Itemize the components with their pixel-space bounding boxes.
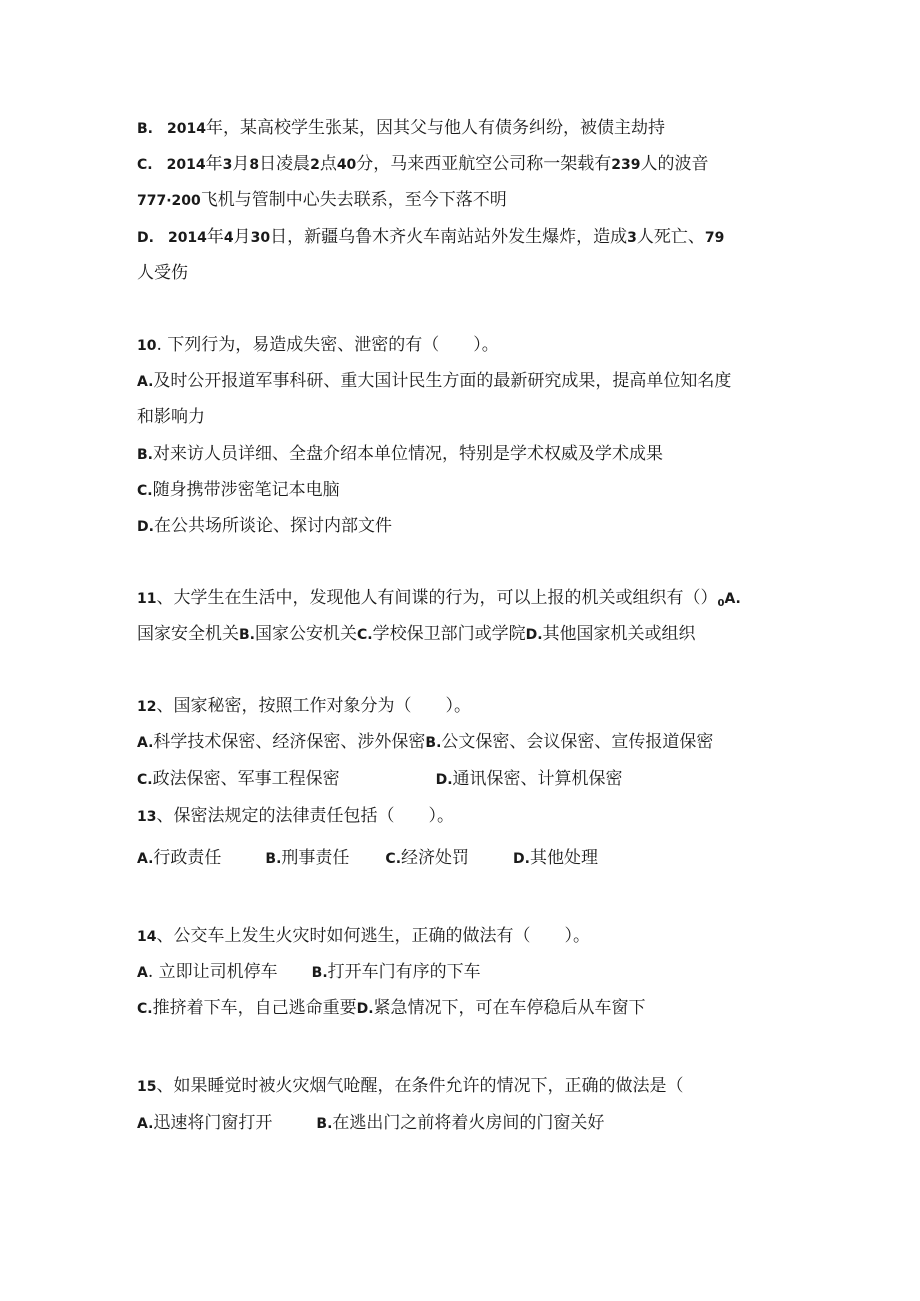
q10-stem: 10. 下列行为，易造成失密、泄密的有（ ）。 — [137, 335, 499, 355]
q14-options-ab: A. 立即让司机停车 B.打开车门有序的下车 — [137, 962, 481, 982]
number-segment: 2 — [310, 157, 320, 173]
q14-stem: 14、公交车上发生火灾时如何逃生，正确的做法有（ ）。 — [137, 926, 590, 946]
number-segment: 79 — [704, 230, 725, 246]
number-segment: 3 — [222, 157, 233, 173]
q13-stem: 13、保密法规定的法律责任包括（ ）。 — [137, 806, 454, 826]
q9-option-c-line1: C. 2014年3月8日凌晨2点40分，马来西亚航空公司称一架载有239人的波音 — [137, 154, 709, 174]
q11-stem: 11、大学生在生活中，发现他人有间谍的行为，可以上报的机关或组织有$()_0A$. — [137, 588, 741, 609]
text-segment: 日，新疆乌鲁木齐火车南站站外发生爆炸，造成 — [270, 227, 628, 247]
number-segment: 239 — [611, 157, 641, 173]
text-segment: 日凌晨 — [259, 154, 311, 174]
number-segment: 3 — [627, 230, 637, 246]
q10-option-b: B.对来访人员详细、全盘介绍本单位情况，特别是学术权威及学术成果 — [137, 444, 663, 464]
q9-option-d-text — [168, 227, 724, 247]
q9-option-c-line2: 777·200飞机与管制中心失去联系，至今下落不明 — [137, 190, 507, 210]
q9-option-c-text — [167, 154, 709, 174]
q10-option-a-line2: 和影响力 — [137, 407, 205, 427]
text-segment: 月 — [232, 154, 250, 174]
q15-stem: 15、如果睡觉时被火灾烟气呛醒，在条件允许的情况下，正确的做法是（ — [137, 1076, 684, 1096]
text-segment: 年 — [205, 154, 223, 174]
q9-option-b: B. 2014年，某高校学生张某，因其父与他人有债务纠纷，被债主劫持 — [137, 118, 665, 138]
q10-option-c: C.随身携带涉密笔记本电脑 — [137, 480, 340, 500]
number-segment: 4 — [223, 230, 234, 246]
text-segment: 分，马来西亚航空公司称一架载有 — [356, 154, 612, 174]
q13-options: A.行政责任 B.刑事责任 C.经济处罚 D.其他处理 — [137, 848, 598, 868]
number-segment: 30 — [250, 230, 271, 246]
number-segment: 8 — [249, 157, 260, 173]
q9-option-d-line2: 人受伤 — [137, 263, 188, 283]
q14-options-cd: C.推挤着下车，自己逃命重要D.紧急情况下，可在车停稳后从车窗下 — [137, 998, 646, 1018]
number-segment: 2014 — [167, 230, 207, 246]
number-segment: 40 — [336, 157, 357, 173]
text-segment: 月 — [233, 227, 251, 247]
text-segment: 年 — [206, 227, 224, 247]
q12-options-cd: C.政法保密、军事工程保密 D.通讯保密、计算机保密 — [137, 769, 623, 789]
q11-options: 国家安全机关B.国家公安机关C.学校保卫部门或学院D.其他国家机关或组织 — [137, 624, 696, 644]
q12-options-ab: A.科学技术保密、经济保密、涉外保密B.公文保密、会议保密、宣传报道保密 — [137, 732, 714, 752]
text-segment: 点 — [319, 154, 337, 174]
q9-option-d-line1: D. 2014年4月30日，新疆乌鲁木齐火车南站站外发生爆炸，造成3人死亡、79 — [137, 227, 725, 247]
text-segment: 人死亡、 — [636, 227, 705, 247]
text-segment: 人的波音 — [640, 154, 709, 174]
number-segment: 2014 — [166, 157, 206, 173]
q10-option-a-line1: A.及时公开报道军事科研、重大国计民生方面的最新研究成果，提高单位知名度 — [137, 371, 732, 391]
q12-stem: 12、国家秘密，按照工作对象分为（ ）。 — [137, 696, 471, 716]
q10-option-d: D.在公共场所谈论、探讨内部文件 — [137, 516, 392, 536]
q15-options: A.迅速将门窗打开 B.在逃出门之前将着火房间的门窗关好 — [137, 1113, 605, 1133]
